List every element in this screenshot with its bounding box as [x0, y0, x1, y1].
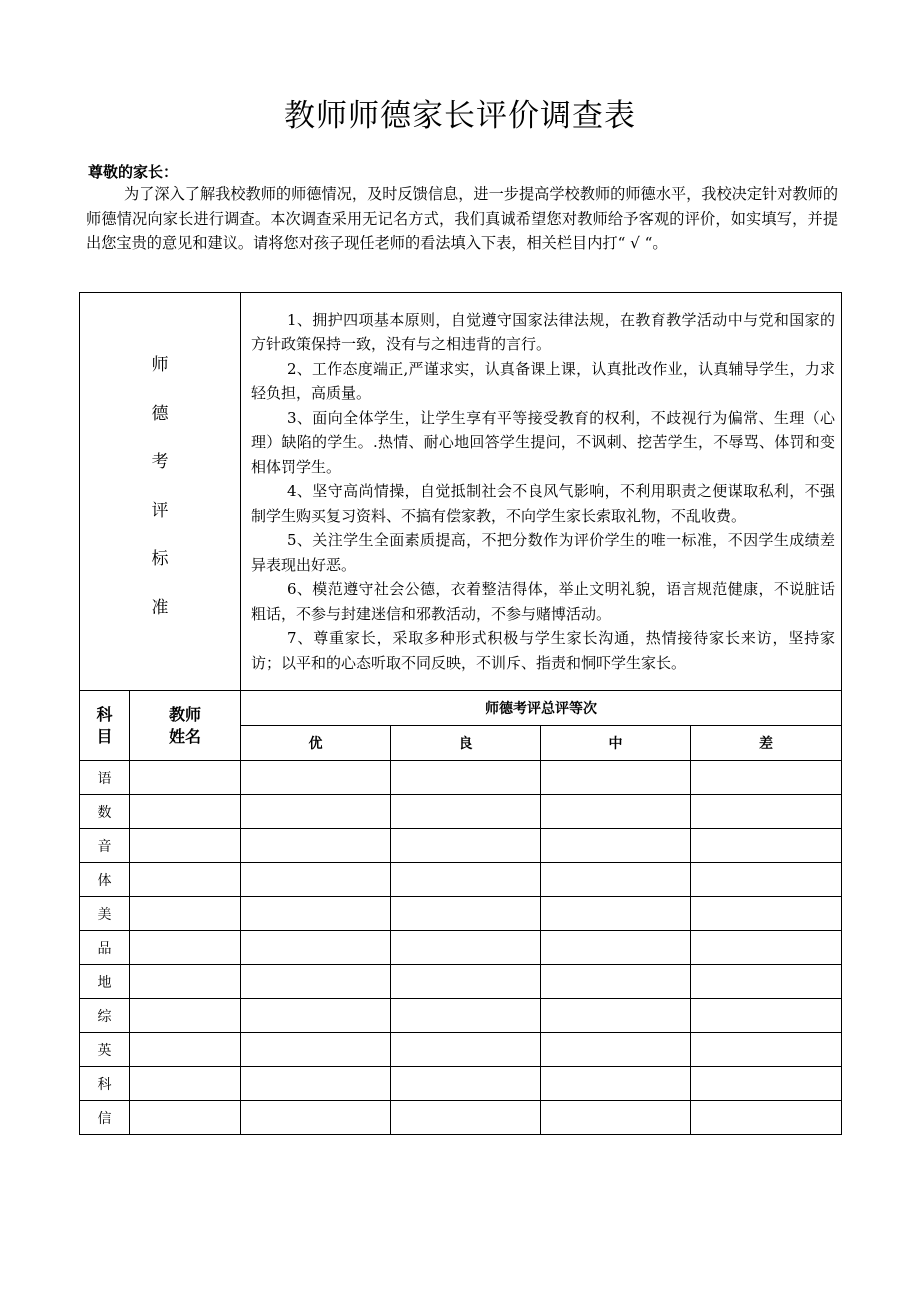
intro-paragraph: 为了深入了解我校教师的师德情况，及时反馈信息，进一步提高学校教师的师德水平，我校决定针对教师的师德情况向家长进行调查。本次调查采用无记名方式，我们真诚希望您对教师给予客观的评价，如实填写，并提出您宝贵的意见和建议。请将您对孩子现任老师的看法填入下表，相关栏目内打“ √ “。 — [86, 185, 838, 252]
grade-excellent-cell[interactable] — [241, 829, 391, 863]
document-title: 教师师德家长评价调查表 — [284, 98, 636, 134]
grade-average-cell[interactable] — [541, 1033, 691, 1067]
criterion-item: 4、坚守高尚情操，自觉抵制社会不良风气影响，不利用职责之便谋取私利，不强制学生购买复习资料、不搞有偿家教，不向学生家长索取礼物，不乱收费。 — [251, 482, 836, 525]
subject-cell: 科 — [80, 1067, 130, 1101]
criteria-label-char: 考 — [151, 452, 169, 472]
rating-header-row — [80, 691, 842, 726]
grade-excellent-header: 优 — [241, 726, 391, 761]
subject-cell: 语 — [80, 761, 130, 795]
grade-average-cell[interactable] — [541, 1067, 691, 1101]
grade-excellent-cell[interactable] — [241, 1101, 391, 1135]
grade-good-cell[interactable] — [391, 897, 541, 931]
overall-rating-header: 师德考评总评等次 — [241, 691, 842, 726]
subject-cell: 音 — [80, 829, 130, 863]
subject-row — [80, 1067, 842, 1101]
grade-excellent-cell[interactable] — [241, 965, 391, 999]
teacher-name-cell[interactable] — [130, 863, 241, 897]
subject-cell: 地 — [80, 965, 130, 999]
grade-excellent-cell[interactable] — [241, 1067, 391, 1101]
teacher-name-cell[interactable] — [130, 897, 241, 931]
grade-good-cell[interactable] — [391, 931, 541, 965]
teacher-header-line: 教师 — [168, 704, 201, 724]
grade-poor-cell[interactable] — [691, 1101, 842, 1135]
grade-excellent-cell[interactable] — [241, 999, 391, 1033]
grade-good-cell[interactable] — [391, 999, 541, 1033]
teacher-name-header — [130, 691, 241, 761]
grade-excellent-cell[interactable] — [241, 897, 391, 931]
subject-cell: 综 — [80, 999, 130, 1033]
grade-excellent-cell[interactable] — [241, 761, 391, 795]
grade-good-cell[interactable] — [391, 1101, 541, 1135]
grade-poor-cell[interactable] — [691, 999, 842, 1033]
subject-row — [80, 829, 842, 863]
criteria-text-cell — [241, 293, 842, 691]
subject-row — [80, 897, 842, 931]
grade-good-cell[interactable] — [391, 965, 541, 999]
criterion-item: 7、尊重家长，采取多种形式积极与学生家长沟通，热情接待家长来访，坚持家访；以平和的心态听取不同反映，不训斥、指责和恫吓学生家长。 — [251, 629, 836, 672]
grade-poor-cell[interactable] — [691, 1067, 842, 1101]
grade-poor-cell[interactable] — [691, 897, 842, 931]
teacher-name-cell[interactable] — [130, 761, 241, 795]
subject-row — [80, 795, 842, 829]
subject-cell: 体 — [80, 863, 130, 897]
grade-average-cell[interactable] — [541, 1101, 691, 1135]
grade-average-cell[interactable] — [541, 931, 691, 965]
subject-cell: 数 — [80, 795, 130, 829]
grade-excellent-cell[interactable] — [241, 931, 391, 965]
teacher-name-cell[interactable] — [130, 1101, 241, 1135]
subject-row — [80, 1101, 842, 1135]
grade-excellent-cell[interactable] — [241, 1033, 391, 1067]
subject-header — [80, 691, 130, 761]
grade-poor-cell[interactable] — [691, 931, 842, 965]
criteria-label-char: 准 — [151, 597, 169, 618]
teacher-header-line: 姓名 — [168, 726, 201, 746]
criteria-label-char: 标 — [151, 549, 169, 569]
grade-good-cell[interactable] — [391, 761, 541, 795]
grade-excellent-cell[interactable] — [241, 795, 391, 829]
grade-good-cell[interactable] — [391, 795, 541, 829]
teacher-name-cell[interactable] — [130, 965, 241, 999]
survey-table — [79, 292, 842, 1135]
subject-row — [80, 761, 842, 795]
grade-average-cell[interactable] — [541, 795, 691, 829]
grade-poor-cell[interactable] — [691, 863, 842, 897]
subject-cell: 信 — [80, 1101, 130, 1135]
subject-row — [80, 999, 842, 1033]
greeting: 尊敬的家长： — [88, 163, 179, 181]
criteria-label — [80, 293, 240, 690]
grade-poor-cell[interactable] — [691, 829, 842, 863]
subject-cell: 品 — [80, 931, 130, 965]
subject-row — [80, 1033, 842, 1067]
grade-good-cell[interactable] — [391, 829, 541, 863]
grade-good-header: 良 — [391, 726, 541, 761]
grade-average-header: 中 — [541, 726, 691, 761]
grade-average-cell[interactable] — [541, 863, 691, 897]
grade-average-cell[interactable] — [541, 829, 691, 863]
teacher-name-cell[interactable] — [130, 795, 241, 829]
criterion-item: 1、拥护四项基本原则，自觉遵守国家法律法规，在教育教学活动中与党和国家的方针政策保持一致，没有与之相违背的言行。 — [251, 310, 836, 354]
grade-average-cell[interactable] — [541, 965, 691, 999]
criterion-item: 3、面向全体学生，让学生享有平等接受教育的权利，不歧视行为偏常、生理（心理）缺陷的学生。.热情、耐心地回答学生提问，不讽刺、挖苦学生，不辱骂、体罚和变相体罚学生。 — [251, 408, 836, 476]
subject-row — [80, 931, 842, 965]
grade-good-cell[interactable] — [391, 1033, 541, 1067]
criteria-label-char: 德 — [151, 403, 169, 424]
grade-poor-cell[interactable] — [691, 1033, 842, 1067]
teacher-name-cell[interactable] — [130, 1067, 241, 1101]
grade-good-cell[interactable] — [391, 1067, 541, 1101]
subject-cell: 美 — [80, 897, 130, 931]
grade-excellent-cell[interactable] — [241, 863, 391, 897]
grade-average-cell[interactable] — [541, 761, 691, 795]
teacher-name-cell[interactable] — [130, 931, 241, 965]
grade-poor-header: 差 — [691, 726, 842, 761]
grade-average-cell[interactable] — [541, 897, 691, 931]
grade-good-cell[interactable] — [391, 863, 541, 897]
criterion-item: 5、关注学生全面素质提高，不把分数作为评价学生的唯一标准，不因学生成绩差异表现出好恶。 — [251, 531, 836, 574]
criteria-label-char: 师 — [151, 355, 169, 375]
teacher-name-cell[interactable] — [130, 1033, 241, 1067]
teacher-name-cell[interactable] — [130, 999, 241, 1033]
criteria-row — [80, 293, 842, 691]
criteria-label-char: 评 — [151, 500, 169, 521]
grade-poor-cell[interactable] — [691, 761, 842, 795]
grade-average-cell[interactable] — [541, 999, 691, 1033]
criterion-item: 2、工作态度端正,严谨求实，认真备课上课，认真批改作业，认真辅导学生，力求轻负担，高质量。 — [251, 359, 836, 403]
subject-header-char: 目 — [96, 726, 113, 746]
criterion-item: 6、模范遵守社会公德，衣着整洁得体，举止文明礼貌，语言规范健康，不说脏话粗话，不参与封建迷信和邪教活动，不参与赌博活动。 — [251, 580, 836, 623]
criteria-label-cell — [80, 293, 241, 691]
subject-cell: 英 — [80, 1033, 130, 1067]
subject-header-char: 科 — [96, 704, 113, 724]
grade-poor-cell[interactable] — [691, 965, 842, 999]
teacher-name-cell[interactable] — [130, 829, 241, 863]
subject-row — [80, 863, 842, 897]
subject-row — [80, 965, 842, 999]
grade-poor-cell[interactable] — [691, 795, 842, 829]
